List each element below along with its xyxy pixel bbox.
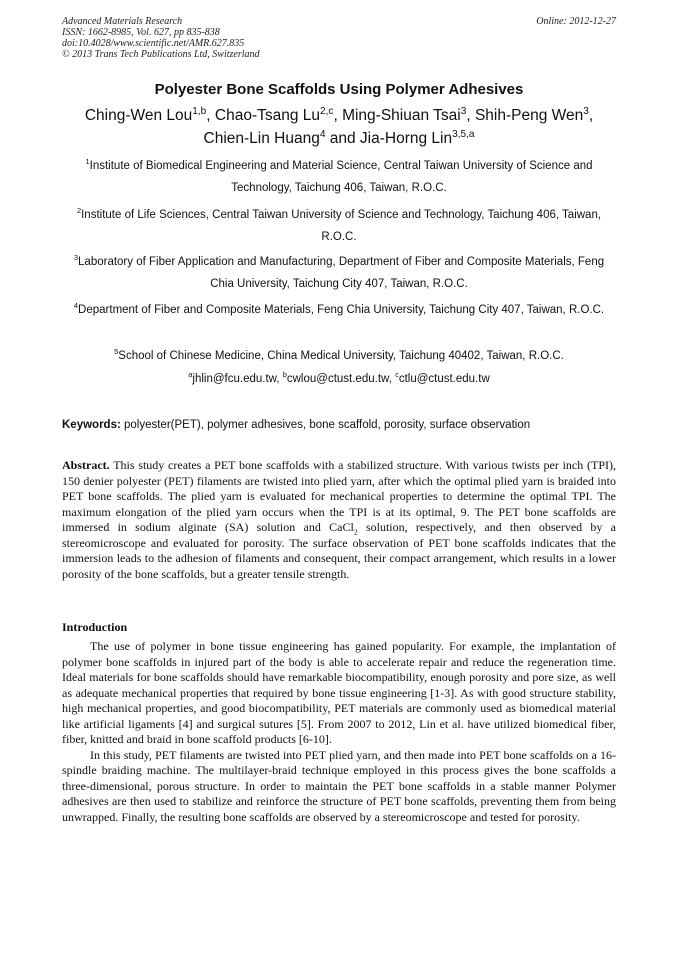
author: Chao-Tsang Lu$^{2,c}$, [214,105,343,124]
email-line: $^a$jhlin@fcu.edu.tw, $^b$cwlou@ctust.edu.tw, $^c$ctlu@ctust.edu.tw [188,370,490,385]
online-date: Online: 2012-12-27 [536,16,616,27]
abstract: Abstract. This study creates a PET bone scaffolds with a stabilized structure. With various twists per inch (TPI), 150 denier polyester (PET) filaments are twisted into plied yarn, after which the optimal plied yarn is braided into PET bone scaffolds. The plied yarn is evaluated for mechanical properties to determine the optimal TPI. The maximum elongation of the plied yarn occurs when the TPI is at its optimal, 9. The PET bone scaffolds are immersed in sodium alginate (SA) solution and CaCl$_2$ solution, respectively, and then observed by a stereomicroscope and evaluated for porosity. The surface observation of PET bone scaffolds indicates that the immersion leads to the adhesion of filaments and consequent, their compact arrangement, which results in a lower porosity of the bone scaffolds, but a greater tensile strength. [62,458,616,581]
email[interactable]: $^c$ctlu@ctust.edu.tw [395,370,490,385]
paragraph: The use of polymer in bone tissue engineering has gained popularity. For example, the implantation of polymer bone scaffolds in injured part of the body is able to accelerate repair and reduce the regeneration time. Ideal materials for bone scaffolds should have remarkable biocompatibility, enough porosity and pore size, as well as adequate mechanical properties that required by bone tissue engineering [1-3]. As with good structure stability, high mechanical properties, and good biocompatibility, PET materials are commonly used as biomedical material like artificial ligaments [4] and surgical sutures [5]. From 2007 to 2012, Lin et al. have utilized biomedical fiber, fiber, knitted and braid in bone scaffold products [6-10]. [62,639,616,746]
paragraph: In this study, PET filaments are twisted into PET plied yarn, and then made into PET bone scaffolds on a 16-spindle braiding machine. The multilayer-braid technique employed in this process gives the bone scaffolds a three-dimensional, porous structure. In order to maintain the PET bone scaffolds in a stable manner Polymer adhesives are then used to stabilize and reinforce the structure of PET bone scaffolds, preventing them from being unwrapped. Finally, the resulting bone scaffolds are observed by a stereomicroscope and tested for porosity. [62,747,616,824]
keywords [62,419,616,431]
author: Shih-Peng Wen$^3$, [474,105,594,124]
issn-line: ISSN: 1662-8985, Vol. 627, pp 835-838 [62,27,220,38]
paper-title: Polyester Bone Scaffolds Using Polymer Adhesives [154,81,524,98]
affiliation: $^1$Institute of Biomedical Engineering and Material Science, Central Taiwan University of Science and Technology, Taichung 406, Taiwan, R.O.C. [85,157,593,194]
affiliation: $^2$Institute of Life Sciences, Central Taiwan University of Science and Technology, Taichung 406, Taiwan, R.O.C. [76,206,602,243]
journal-name: Advanced Materials Research [62,16,183,27]
author: Ching-Wen Lou$^{1,b}$, [84,105,215,124]
author: Ming-Shiuan Tsai$^3$, [342,105,475,124]
section-heading-introduction: Introduction [62,620,128,634]
author: Jia-Horng Lin$^{3,5,a}$ [359,128,475,147]
affiliation: $^5$School of Chinese Medicine, China Medical University, Taichung 40402, Taiwan, R.O.C. [114,347,564,362]
affiliation: $^3$Laboratory of Fiber Application and Manufacturing, Department of Fiber and Composite Materials, Feng Chia University, Taichung City 407, Taiwan, R.O.C. [73,253,605,290]
introduction-body [62,639,616,825]
email[interactable]: $^b$cwlou@ctust.edu.tw [282,370,389,385]
keywords-text: polyester(PET), polymer adhesives, bone scaffold, porosity, surface observation [124,419,531,431]
email[interactable]: $^a$jhlin@fcu.edu.tw [188,370,277,385]
abstract-label: Abstract. [62,458,110,472]
author: Chien-Lin Huang$^4$ and [203,128,360,147]
copyright-line: © 2013 Trans Tech Publications Ltd, Switzerland [62,49,260,60]
doi-line: doi:10.4028/www.scientific.net/AMR.627.835 [62,38,245,49]
journal-header [62,16,616,60]
author-list [40,104,638,150]
keywords-label: Keywords: [62,419,121,431]
affiliation: $^4$Department of Fiber and Composite Materials, Feng Chia University, Taichung City 407, Taiwan, R.O.C. [73,301,605,316]
